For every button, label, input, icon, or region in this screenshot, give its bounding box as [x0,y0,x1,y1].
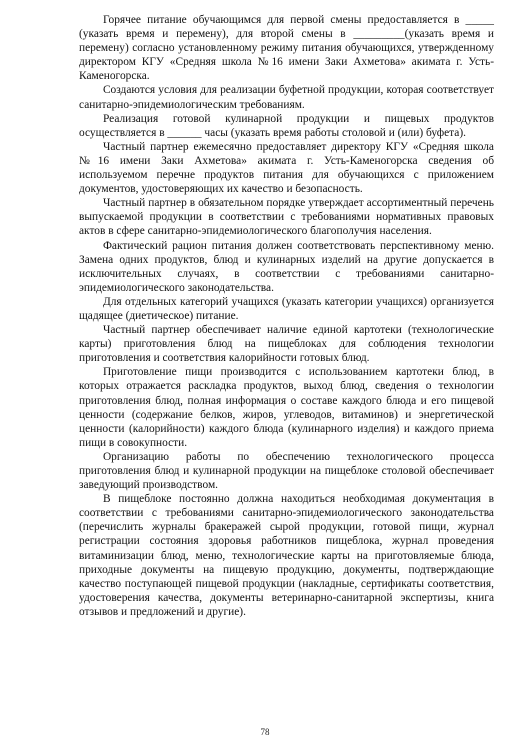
paragraph-documentation: В пищеблоке постоянно должна находиться необходимая документация в соответствии с требованиями санитарно-эпидемиологического законодательства (перечислить журналы бракеражей сырой продукции, готовой пищи, журнал регистрации состояния здоровья работников пищеблока, журнал проведения витаминизации блюд, меню, технологические карты на приготовляемые блюда, приходные документы на пищевую продукцию, документы, подтверждающие качество поступающей пищевой продукции (накладные, сертификаты соответствия, удостоверения качества, документы ветеринарно-санитарной экспертизы, книга отзывов и предложений и другие). [79,493,494,618]
page-number: 78 [260,727,270,737]
paragraph-monthly-report: Частный партнер ежемесячно предоставляет директору КГУ «Средняя школа №16 имени Заки Ахметова» акимата г. Усть-Каменогорска сведения об используемом перечне продуктов питания для обучающихся с приложением документов, удостоверяющих их качество и безопасность. [79,140,494,196]
page-body [79,13,494,619]
paragraph-menu-compliance: Фактический рацион питания должен соответствовать перспективному меню. Замена одних продуктов, блюд и кулинарных изделий на другие допускается в исключительных случаях, в соответствии с требованиями санитарно-эпидемиологического законодательства. [79,239,494,294]
paragraph-food-preparation: Приготовление пищи производится с использованием картотеки блюд, в которых отражается раскладка продуктов, выход блюд, сведения о технологии приготовления блюд, полная информация о составе каждого блюда и его пищевой ценности (содержание белков, жиров, углеводов, витаминов) и энергетической ценности (калорийности) каждого блюда (кулинарного изделия) и каждого приема пищи в совокупности. [79,366,494,449]
paragraph-buffet-conditions: Создаются условия для реализации буфетной продукции, которая соответствует санитарно-эпидемиологическим требованиям. [79,84,494,111]
paragraph-production-manager: Организацию работы по обеспечению технологического процесса приготовления блюд и кулинарной продукции на пищеблоке столовой обеспечивает заведующий производством. [79,450,494,492]
paragraph-technology-cards: Частный партнер обеспечивает наличие единой картотеки (технологические карты) приготовления блюд на пищеблоках для соблюдения технологии приготовления и соответствия калорийности готовых блюд. [79,324,494,365]
paragraph-assortment: Частный партнер в обязательном порядке утверждает ассортиментный перечень выпускаемой продукции в соответствии с требованиями нормативных правовых актов в сфере санитарно-эпидемиологического благополучия населения. [79,197,494,238]
paragraph-hot-meals-schedule: Горячее питание обучающимся для первой смены предоставляется в _____ (указать время и перемену), для второй смены в _________(указать время и перемену) согласно установленному режиму питания обучающихся, утвержденному директором КГУ «Средняя школа №16 имени Заки Ахметова» акимата г. Усть-Каменогорска. [79,14,494,83]
paragraph-sales-hours: Реализация готовой кулинарной продукции и пищевых продуктов осуществляется в ______ часы (указать время работы столовой и (или) буфета). [79,112,494,139]
paragraph-diet-meals: Для отдельных категорий учащихся (указать категории учащихся) организуется щадящее (диетическое) питание. [79,295,494,322]
